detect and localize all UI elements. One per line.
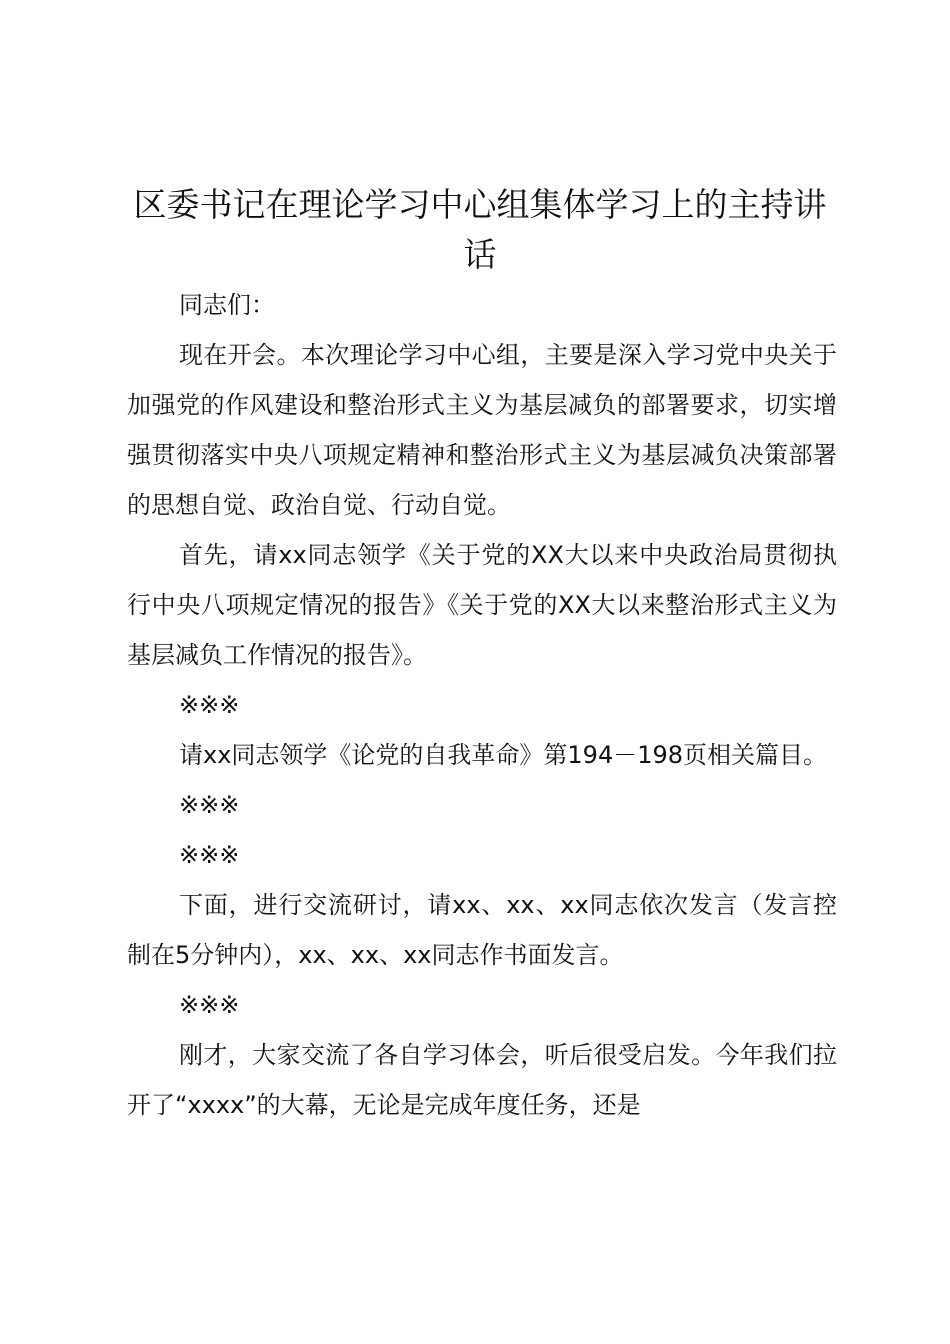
opening-paragraph: 现在开会。本次理论学习中心组，主要是深入学习党中央关于加强党的作风建设和整治形式主义为基层减负的部署要求，切实增强贯彻落实中央八项规定精神和整治形式主义为基层减负决策部署的思想自觉、政治自觉、行动自觉。 <box>127 341 837 519</box>
discussion-paragraph: 下面，进行交流研讨，请xx、xx、xx同志依次发言（发言控制在5分钟内），xx、xx、xx同志作书面发言。 <box>127 891 837 969</box>
document-title: 区委书记在理论学习中心组集体学习上的主持讲话 <box>133 185 827 274</box>
separator-marks: ※※※ <box>179 791 240 819</box>
separator-marks: ※※※ <box>179 691 240 719</box>
summary-paragraph: 刚才，大家交流了各自学习体会，听后很受启发。今年我们拉开了“xxxx”的大幕，无论是完成年度任务，还是 <box>127 1041 837 1119</box>
salutation-paragraph: 同志们： <box>179 291 275 319</box>
separator-marks: ※※※ <box>179 841 240 869</box>
document-body <box>127 280 837 1130</box>
first-study-paragraph: 首先，请xx同志领学《关于党的XX大以来中央政治局贯彻执行中央八项规定情况的报告》《关于党的XX大以来整治形式主义为基层减负工作情况的报告》。 <box>127 541 837 669</box>
separator-marks: ※※※ <box>179 991 240 1019</box>
second-study-paragraph: 请xx同志领学《论党的自我革命》第194－198页相关篇目。 <box>179 741 828 769</box>
